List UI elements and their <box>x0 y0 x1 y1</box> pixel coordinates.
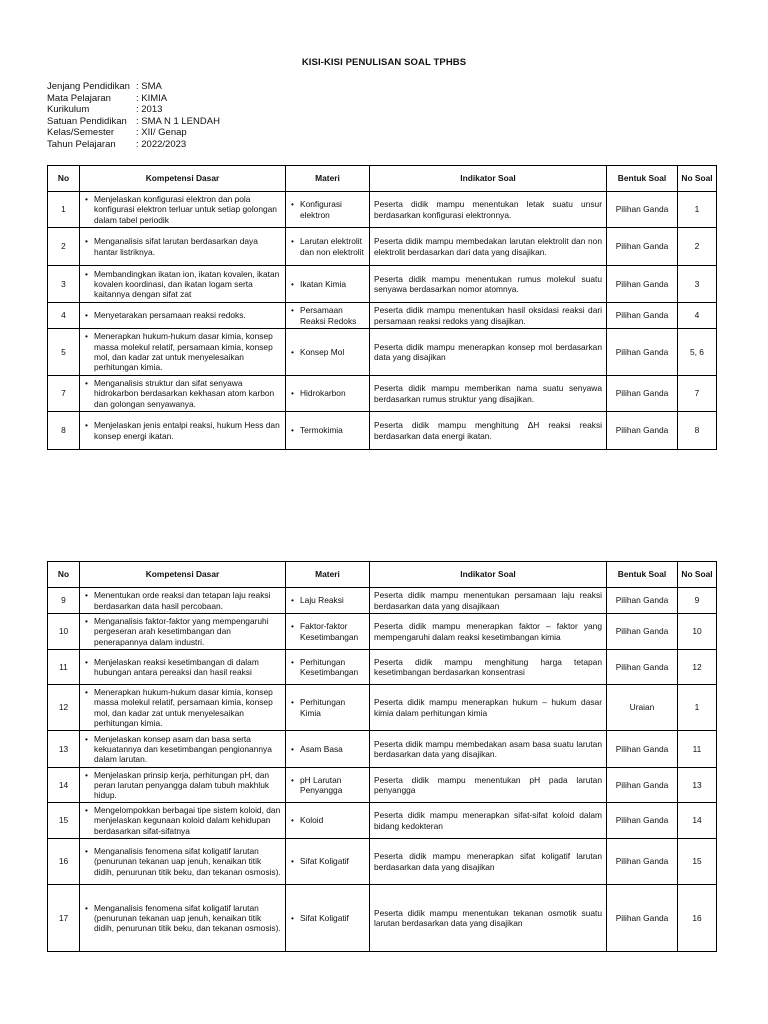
cell-no-soal: 15 <box>678 839 717 885</box>
cell-kompetensi-dasar <box>80 731 286 768</box>
table-row <box>48 266 717 303</box>
cell-no-soal: 10 <box>678 614 717 650</box>
table-row <box>48 614 717 650</box>
cell-kompetensi-dasar <box>80 376 286 412</box>
cell-indikator: Peserta didik mampu menerapkan konsep mol berdasarkan data yang disajikan <box>370 329 607 376</box>
cell-no-soal: 9 <box>678 588 717 614</box>
cell-indikator: Peserta didik mampu menerapkan hukum – hukum dasar kimia dalam perhitungan kimia <box>370 685 607 731</box>
materi-text: • Termokimia <box>300 425 365 435</box>
table-row <box>48 329 717 376</box>
cell-indikator: Peserta didik mampu menerapkan sifat koligatif larutan berdasarkan data yang disajikan <box>370 839 607 885</box>
meta-value: : KIMIA <box>136 92 168 104</box>
materi-text: • Asam Basa <box>300 744 365 754</box>
header-no-soal: No Soal <box>678 562 717 588</box>
cell-no-soal: 3 <box>678 266 717 303</box>
cell-no-soal: 1 <box>678 685 717 731</box>
cell-materi <box>286 376 370 412</box>
cell-kompetensi-dasar <box>80 303 286 329</box>
cell-no: 14 <box>48 768 80 803</box>
meta-row-jenjang <box>47 81 220 93</box>
cell-kompetensi-dasar <box>80 266 286 303</box>
kd-text: • Menjelaskan konfigurasi elektron dan pola konfigurasi elektron terluar untuk setiap golongan dalam tabel periodik <box>94 194 281 225</box>
materi-text: • Perhitungan Kimia <box>300 697 365 718</box>
cell-no-soal: 14 <box>678 803 717 839</box>
materi-text: • Hidrokarbon <box>300 388 365 398</box>
table-row <box>48 803 717 839</box>
cell-bentuk-soal: Pilihan Ganda <box>607 768 678 803</box>
cell-kompetensi-dasar <box>80 192 286 228</box>
cell-no: 10 <box>48 614 80 650</box>
cell-materi <box>286 650 370 685</box>
cell-indikator: Peserta didik mampu menerapkan sifat-sifat koloid dalam bidang kedokteran <box>370 803 607 839</box>
cell-no: 8 <box>48 412 80 450</box>
cell-indikator: Peserta didik mampu menentukan letak suatu unsur berdasarkan konfigurasi elektronnya. <box>370 192 607 228</box>
cell-materi <box>286 685 370 731</box>
table-row <box>48 839 717 885</box>
cell-no-soal: 12 <box>678 650 717 685</box>
table-row <box>48 885 717 952</box>
cell-no: 11 <box>48 650 80 685</box>
table-header-row <box>48 166 717 192</box>
header-indikator-soal: Indikator Soal <box>370 562 607 588</box>
meta-label: Tahun Pelajaran <box>47 138 116 150</box>
table-row <box>48 192 717 228</box>
cell-materi <box>286 803 370 839</box>
cell-materi <box>286 768 370 803</box>
cell-no-soal: 11 <box>678 731 717 768</box>
header-no: No <box>48 166 80 192</box>
cell-materi <box>286 266 370 303</box>
cell-indikator: Peserta didik mampu menerapkan faktor – faktor yang mempengaruhi dalam reaksi kesetimbangan kimia <box>370 614 607 650</box>
cell-kompetensi-dasar <box>80 329 286 376</box>
table-row <box>48 685 717 731</box>
cell-kompetensi-dasar <box>80 885 286 952</box>
header-kompetensi-dasar: Kompetensi Dasar <box>80 166 286 192</box>
cell-no-soal: 13 <box>678 768 717 803</box>
cell-materi <box>286 192 370 228</box>
cell-indikator: Peserta didik mampu membedakan larutan elektrolit dan non elektrolit berdasarkan dari data yang disajikan. <box>370 228 607 266</box>
cell-no-soal: 1 <box>678 192 717 228</box>
meta-label: Jenjang Pendidikan <box>47 81 130 92</box>
kd-text: • Mengelompokkan berbagai tipe sistem koloid, dan menjelaskan kegunaan koloid dalam kehidupan berdasarkan sifat-sifatnya <box>94 805 281 836</box>
materi-text: • Sifat Koligatif <box>300 856 365 866</box>
header-materi: Materi <box>286 562 370 588</box>
cell-no: 16 <box>48 839 80 885</box>
cell-no: 5 <box>48 329 80 376</box>
cell-no: 1 <box>48 192 80 228</box>
materi-text: • Faktor-faktor Kesetimbangan <box>300 621 365 642</box>
cell-indikator: Peserta didik mampu menentukan persamaan laju reaksi berdasarkan data yang disajikaan <box>370 588 607 614</box>
cell-no: 15 <box>48 803 80 839</box>
kd-text: • Menerapkan hukum-hukum dasar kimia, konsep massa molekul relatif, persamaan kimia, konsep mol, dan kadar zat untuk menyelesaikan perhitungan kimia. <box>94 687 281 728</box>
kd-text: • Menganalisis fenomena sifat koligatif larutan (penurunan tekanan uap jenuh, kenaikan titik didih, penurunan titik beku, dan tekanan osmosis). <box>94 846 281 877</box>
cell-bentuk-soal: Pilihan Ganda <box>607 885 678 952</box>
cell-bentuk-soal: Pilihan Ganda <box>607 192 678 228</box>
cell-kompetensi-dasar <box>80 839 286 885</box>
cell-bentuk-soal: Pilihan Ganda <box>607 614 678 650</box>
table-row <box>48 412 717 450</box>
cell-no: 3 <box>48 266 80 303</box>
cell-kompetensi-dasar <box>80 803 286 839</box>
kd-text: • Menjelaskan reaksi kesetimbangan di dalam hubungan antara pereaksi dan hasil reaksi <box>94 657 281 678</box>
materi-text: • Persamaan Reaksi Redoks <box>300 305 365 326</box>
cell-no-soal: 5, 6 <box>678 329 717 376</box>
table-row <box>48 376 717 412</box>
cell-indikator: Peserta didik mampu menentukan tekanan osmotik suatu larutan berdasarkan data yang disajikan <box>370 885 607 952</box>
cell-materi <box>286 588 370 614</box>
header-bentuk-soal: Bentuk Soal <box>607 166 678 192</box>
document-metadata <box>47 81 220 151</box>
cell-kompetensi-dasar <box>80 588 286 614</box>
meta-row-mapel <box>47 93 220 105</box>
cell-indikator: Peserta didik mampu menentukan hasil oksidasi reaksi dari persamaan reaksi redoks yang disajikan. <box>370 303 607 329</box>
cell-bentuk-soal: Pilihan Ganda <box>607 228 678 266</box>
kd-text: • Menganalisis fenomena sifat koligatif larutan (penurunan tekanan uap jenuh, kenaikan titik didih, penurunan titik beku, dan tekanan osmosis). <box>94 903 281 934</box>
table-row <box>48 650 717 685</box>
cell-materi <box>286 614 370 650</box>
cell-no: 7 <box>48 376 80 412</box>
cell-indikator: Peserta didik mampu menentukan pH pada larutan penyangga <box>370 768 607 803</box>
kisi-table-1 <box>47 165 717 450</box>
cell-no-soal: 8 <box>678 412 717 450</box>
table-row <box>48 768 717 803</box>
cell-bentuk-soal: Pilihan Ganda <box>607 329 678 376</box>
cell-no-soal: 2 <box>678 228 717 266</box>
cell-kompetensi-dasar <box>80 228 286 266</box>
materi-text: • Perhitungan Kesetimbangan <box>300 657 365 678</box>
materi-text: • Larutan elektrolit dan non elektrolit <box>300 236 365 257</box>
cell-bentuk-soal: Pilihan Ganda <box>607 731 678 768</box>
meta-value: : 2022/2023 <box>136 138 187 150</box>
cell-no: 2 <box>48 228 80 266</box>
kd-text: • Membandingkan ikatan ion, ikatan kovalen, ikatan kovalen koordinasi, dan ikatan logam serta kaitannya dengan sifat zat <box>94 269 281 300</box>
meta-value: : SMA <box>136 81 162 92</box>
cell-materi <box>286 303 370 329</box>
document-title: KISI-KISI PENULISAN SOAL TPHBS <box>301 57 467 68</box>
cell-bentuk-soal: Uraian <box>607 685 678 731</box>
table-header-row <box>48 562 717 588</box>
meta-row-satuan <box>47 116 220 128</box>
meta-value: : 2013 <box>136 104 163 116</box>
table-row <box>48 731 717 768</box>
meta-label: Satuan Pendidikan <box>47 115 127 127</box>
cell-no: 17 <box>48 885 80 952</box>
header-no: No <box>48 562 80 588</box>
cell-kompetensi-dasar <box>80 412 286 450</box>
cell-materi <box>286 228 370 266</box>
cell-bentuk-soal: Pilihan Ganda <box>607 412 678 450</box>
cell-no-soal: 7 <box>678 376 717 412</box>
cell-bentuk-soal: Pilihan Ganda <box>607 803 678 839</box>
cell-indikator: Peserta didik mampu membedakan asam basa suatu larutan berdasarkan data yang disajikan. <box>370 731 607 768</box>
kd-text: • Menjelaskan konsep asam dan basa serta kekuatannya dan kesetimbangan pengionannya dalam larutan. <box>94 734 281 765</box>
cell-bentuk-soal: Pilihan Ganda <box>607 588 678 614</box>
cell-bentuk-soal: Pilihan Ganda <box>607 839 678 885</box>
materi-text: • pH Larutan Penyangga <box>300 775 365 796</box>
header-indikator-soal: Indikator Soal <box>370 166 607 192</box>
table-row <box>48 228 717 266</box>
cell-no: 12 <box>48 685 80 731</box>
cell-no-soal: 4 <box>678 303 717 329</box>
cell-no: 4 <box>48 303 80 329</box>
cell-no-soal: 16 <box>678 885 717 952</box>
table-row <box>48 303 717 329</box>
meta-label: Kurikulum <box>47 104 90 116</box>
materi-text: • Konfigurasi elektron <box>300 199 365 220</box>
header-kompetensi-dasar: Kompetensi Dasar <box>80 562 286 588</box>
materi-text: • Sifat Koligatif <box>300 913 365 923</box>
kd-text: • Menyetarakan persamaan reaksi redoks. <box>94 310 281 320</box>
cell-bentuk-soal: Pilihan Ganda <box>607 303 678 329</box>
materi-text: • Konsep Mol <box>300 347 365 357</box>
cell-no: 9 <box>48 588 80 614</box>
kd-text: • Menerapkan hukum-hukum dasar kimia, konsep massa molekul relatif, persamaan kimia, konsep mol, dan kadar zat untuk menyelesaikan perhitungan kimia. <box>94 331 281 372</box>
materi-text: • Laju Reaksi <box>300 595 365 605</box>
cell-materi <box>286 885 370 952</box>
cell-bentuk-soal: Pilihan Ganda <box>607 376 678 412</box>
cell-materi <box>286 731 370 768</box>
meta-row-kelas <box>47 127 220 139</box>
meta-label: Mata Pelajaran <box>47 92 111 104</box>
cell-indikator: Peserta didik mampu menghitung ΔH reaksi reaksi berdasarkan data energi ikatan. <box>370 412 607 450</box>
kd-text: • Menganalisis struktur dan sifat senyawa hidrokarbon berdasarkan kekhasan atom karbon dan golongan senyawanya. <box>94 378 281 409</box>
kd-text: • Menjelaskan prinsip kerja, perhitungan pH, dan peran larutan penyangga dalam tubuh makhluk hidup. <box>94 770 281 801</box>
meta-value: : XII/ Genap <box>136 127 187 139</box>
cell-kompetensi-dasar <box>80 685 286 731</box>
cell-kompetensi-dasar <box>80 614 286 650</box>
cell-materi <box>286 839 370 885</box>
cell-kompetensi-dasar <box>80 650 286 685</box>
cell-materi <box>286 329 370 376</box>
cell-bentuk-soal: Pilihan Ganda <box>607 650 678 685</box>
kisi-table-2 <box>47 561 717 952</box>
meta-value: : SMA N 1 LENDAH <box>136 115 220 127</box>
header-bentuk-soal: Bentuk Soal <box>607 562 678 588</box>
materi-text: • Koloid <box>300 815 365 825</box>
cell-no: 13 <box>48 731 80 768</box>
meta-label: Kelas/Semester <box>47 127 115 139</box>
header-no-soal: No Soal <box>678 166 717 192</box>
kd-text: • Menganalisis faktor-faktor yang mempengaruhi pergeseran arah kesetimbangan dan penerapannya dalam industri. <box>94 616 281 647</box>
materi-text: • Ikatan Kimia <box>300 279 365 289</box>
cell-indikator: Peserta didik mampu menghitung harga tetapan kesetimbangan berdasarkan konsentrasi <box>370 650 607 685</box>
table-row <box>48 588 717 614</box>
cell-bentuk-soal: Pilihan Ganda <box>607 266 678 303</box>
meta-row-kurikulum <box>47 104 220 116</box>
cell-indikator: Peserta didik mampu menentukan rumus molekul suatu senyawa berdasarkan nomor atomnya. <box>370 266 607 303</box>
kd-text: • Menganalisis sifat larutan berdasarkan daya hantar listriknya. <box>94 236 281 257</box>
cell-kompetensi-dasar <box>80 768 286 803</box>
cell-indikator: Peserta didik mampu memberikan nama suatu senyawa berdasarkan rumus struktur yang disajikan. <box>370 376 607 412</box>
cell-materi <box>286 412 370 450</box>
kd-text: • Menjelaskan jenis entalpi reaksi, hukum Hess dan konsep energi ikatan. <box>94 420 281 441</box>
meta-row-tahun <box>47 139 220 151</box>
header-materi: Materi <box>286 166 370 192</box>
kd-text: • Menentukan orde reaksi dan tetapan laju reaksi berdasarkan data hasil percobaan. <box>94 590 281 611</box>
